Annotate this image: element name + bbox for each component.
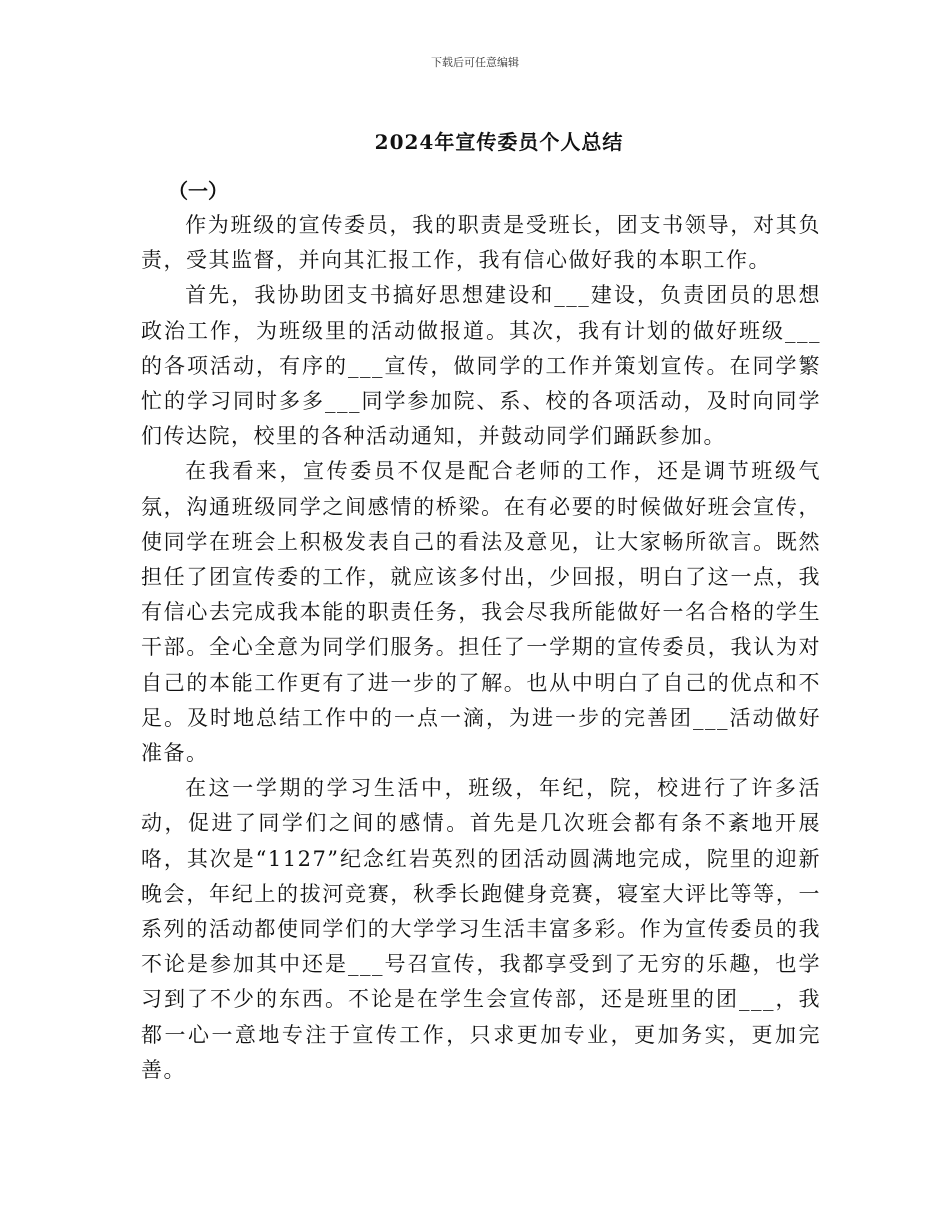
paragraph: 在这一学期的学习生活中，班级，年纪，院，校进行了许多活动，促进了同学们之间的感情。首先是几次班会都有条不紊地开展咯，其次是“1127”纪念红岩英烈的团活动圆满地完成，院里的迎新晚会，年纪上的拔河竞赛，秋季长跑健身竞赛，寝室大评比等等，一系列的活动都使同学们的大学学习生活丰富多彩。作为宣传委员的我不论是参加其中还是___号召宣传，我都享受到了无穷的乐趣，也学习到了不少的东西。不论是在学生会宣传部，还是班里的团___，我都一心一意地专注于宣传工作，只求更加专业，更加务实，更加完善。 bbox=[141, 776, 821, 1082]
document-body bbox=[141, 208, 821, 1088]
paragraph: 在我看来，宣传委员不仅是配合老师的工作，还是调节班级气氛，沟通班级同学之间感情的桥梁。在有必要的时候做好班会宣传，使同学在班会上积极发表自己的看法及意见，让大家畅所欲言。既然担任了团宣传委的工作，就应该多付出，少回报，明白了这一点，我有信心去完成我本能的职责任务，我会尽我所能做好一名合格的学生干部。全心全意为同学们服务。担任了一学期的宣传委员，我认为对自己的本能工作更有了进一步的了解。也从中明白了自己的优点和不足。及时地总结工作中的一点一滴，为进一步的完善团___活动做好准备。 bbox=[141, 459, 821, 766]
paragraph: 作为班级的宣传委员，我的职责是受班长，团支书领导，对其负责，受其监督，并向其汇报工作，我有信心做好我的本职工作。 bbox=[141, 213, 821, 273]
document-title: 2024年宣传委员个人总结 bbox=[374, 130, 624, 154]
header-note: 下载后可任意编辑 bbox=[431, 56, 519, 69]
section-label: （一） bbox=[168, 179, 228, 203]
paragraph: 首先，我协助团支书搞好思想建设和___建设，负责团员的思想政治工作，为班级里的活动做报道。其次，我有计划的做好班级___的各项活动，有序的___宣传，做同学的工作并策划宣传。在同学繁忙的学习同时多多___同学参加院、系、校的各项活动，及时向同学们传达院，校里的各种活动通知，并鼓动同学们踊跃参加。 bbox=[141, 283, 821, 449]
